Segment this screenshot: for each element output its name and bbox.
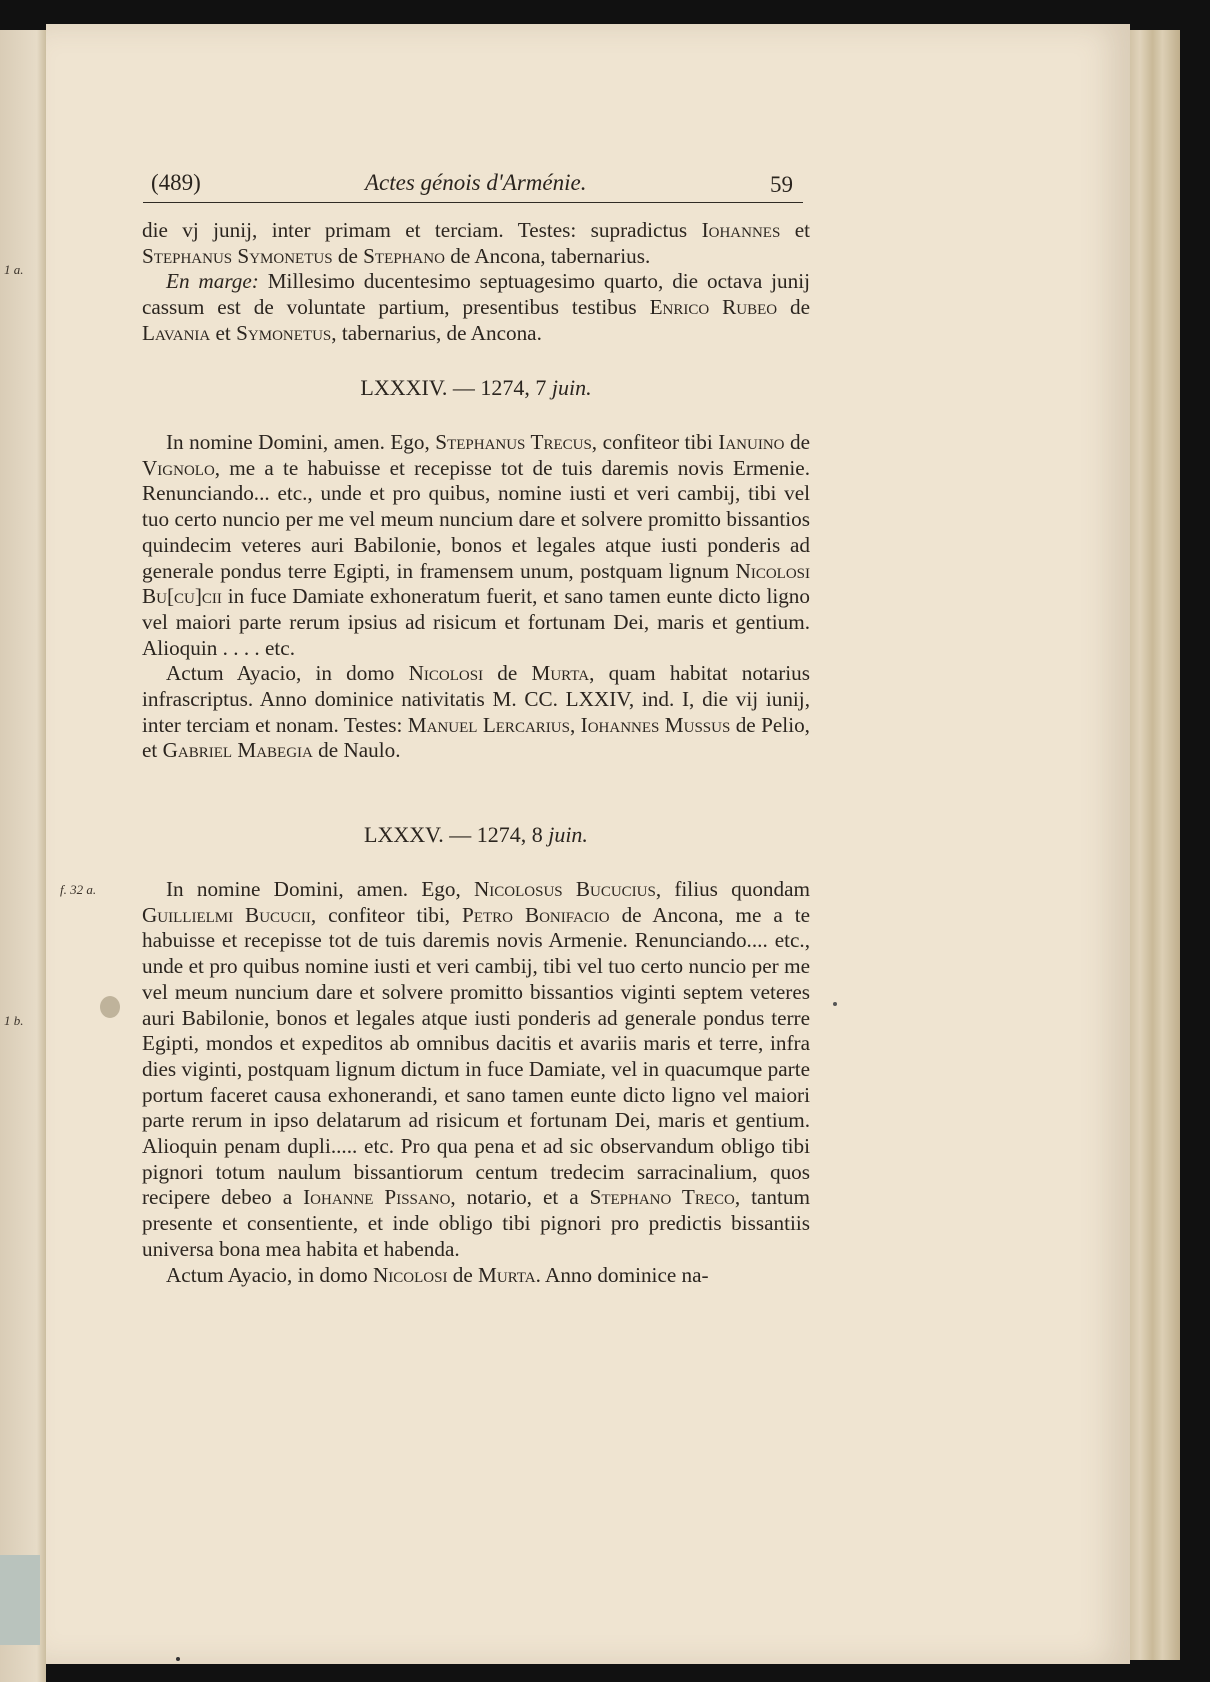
margin-remark-paragraph: En marge: Millesimo ducentesimo septuagesimo quarto, die octava junij cassum est de voluntate partium, presentibus testibus Enrico Rubeo de Lavania et Symonetus, tabernarius, de Ancona.	[142, 269, 811, 345]
act-85-body	[142, 877, 810, 1288]
act-84-paragraph-1: In nomine Domini, amen. Ego, Stephanus Trecus, confiteor tibi Ianuino de Vignolo, me a te habuisse et recepisse tot de tuis daremis novis Ermenie. Renunciando... etc., unde et pro quibus, nomine iusti et veri cambij, tibi vel tuo certo nuncio per me vel meum nuncium dare et solvere promitto bissantios quindecim veteres auri Babilonie, bonos et legales atque iusti ponderis ad generale pondus terre Egipti, in framensem unum, postquam lignum Nicolosi Bu[cu]cii in fuce Damiate exhoneratum fuerit, et sano tamen eunte dicto ligno vel maiori parte rerum ipsius ad risicum et fortunam Dei, maris et gentium. Alioquin . . . . etc.	[142, 430, 810, 660]
act-85-paragraph-1: In nomine Domini, amen. Ego, Nicolosus Bucucius, filius quondam Guillielmi Bucucii, confiteor tibi, Petro Bonifacio de Ancona, me a te habuisse et recepisse tot de tuis daremis novis Armenie. Renunciando.... etc., unde et pro quibus nomine iusti et veri cambij, tibi vel tuo certo nuncio per me vel meum nuncium dare et solvere promitto bissantios viginti septem veteres auri Babilonie, bonos et legales atque iusti ponderis ad generale pondus terre Egipti, mondos et expeditos ab omnibus dacitis et avariis maris et terre, infra dies viginti, postquam lignum dictum in fuce Damiate, vel in quacumque parte portum faceret causa exhonerandi, et sano tamen eunte dicto ligno vel maiori parte rerum in ipso delatarum ad risicum et fortunam Dei, maris et gentium. Alioquin penam dupli..... etc. Pro qua pena et ad sic observandum obligo tibi pignori totum naulum bissantiorum centum tredecim sarracinalium, quos recipere debeo a Iohanne Pissano, notario, et a Stephano Treco, tantum presente et consentiente, et inde obligo tibi pignori pro predictis bissantiis universa bona mea habita et habenda.	[142, 877, 810, 1261]
act-84-paragraph-2: Actum Ayacio, in domo Nicolosi de Murta, quam habitat notarius infrascriptus. Anno dominice nativitatis M. CC. LXXIV, ind. I, die vij iunij, inter terciam et nonam. Testes: Manuel Lercarius, Iohannes Mussus de Pelio, et Gabriel Mabegia de Naulo.	[142, 661, 810, 763]
margin-note-f32a: f. 32 a.	[60, 882, 97, 897]
paper-speck	[176, 1657, 180, 1661]
paper-speck	[833, 1002, 837, 1006]
act-85-heading: LXXXV. — 1274, 8 juin.	[364, 822, 588, 847]
page-stack-edge	[1130, 30, 1180, 1660]
margin-note-1a: 1 a.	[4, 262, 24, 277]
continuation-block	[142, 218, 810, 347]
act-84-body	[142, 430, 810, 764]
continuation-paragraph: die vj junij, inter primam et terciam. Testes: supradictus Iohannes et Stephanus Symonetus de Stephano de Ancona, tabernarius.	[142, 218, 811, 268]
running-title: Actes génois d'Arménie.	[365, 170, 587, 195]
page-number: 59	[770, 172, 793, 197]
act-84-heading: LXXXIV. — 1274, 7 juin.	[360, 375, 592, 400]
paper-stain	[100, 996, 120, 1018]
act-85-paragraph-2: Actum Ayacio, in domo Nicolosi de Murta. Anno dominice na-	[166, 1262, 709, 1287]
margin-note-1b: 1 b.	[4, 1013, 24, 1028]
folio-number: (489)	[151, 170, 201, 195]
running-header	[143, 168, 803, 203]
binding-strip	[0, 1555, 40, 1645]
